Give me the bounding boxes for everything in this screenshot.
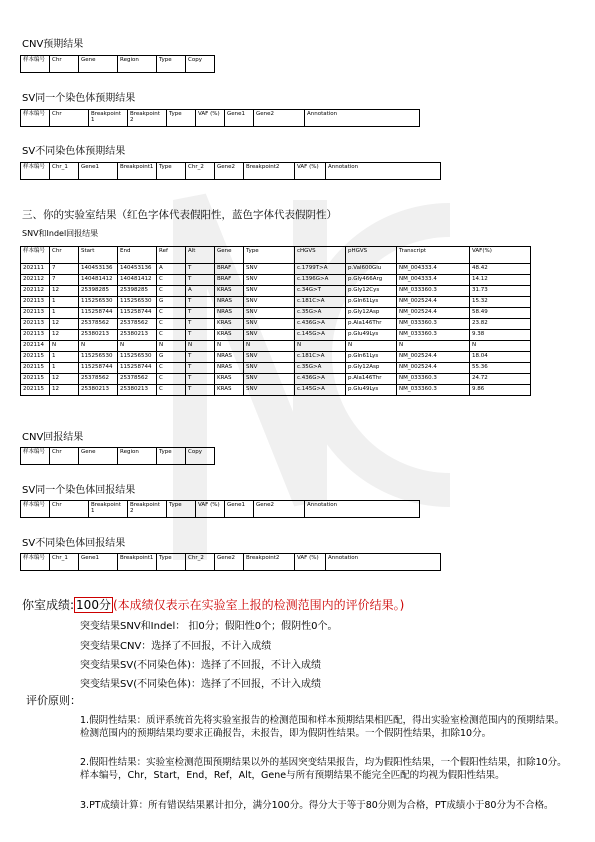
table-cell: SNV	[244, 374, 295, 385]
table-header-row: 样本编号 Chr Breakpoint 1 Breakpoint 2 Type VAF (%) Gene1 Gene2 Annotation	[21, 110, 420, 127]
table-cell: NM_033360.3	[397, 330, 470, 341]
table-cell: T	[186, 352, 215, 363]
table-cell: p.Gln61Lys	[346, 352, 397, 363]
score-note: (本成绩仅表示在实验室上报的检测范围内的评价结果。)	[112, 598, 405, 612]
sv-same-rep-table	[20, 500, 420, 518]
table-cell: C	[157, 286, 186, 297]
table-cell: 202114	[21, 341, 50, 352]
table-cell: p.Ala146Thr	[346, 374, 397, 385]
table-cell: SNV	[244, 308, 295, 319]
snv-title: SNV和Indel回报结果	[22, 229, 99, 238]
table-cell: 9.38	[470, 330, 531, 341]
table-cell: 14.12	[470, 275, 531, 286]
table-cell: SNV	[244, 385, 295, 396]
principle-item-1: 1.假阴性结果：质评系统首先将实验室报告的检测范围和样本预期结果相匹配，得出实验室检测范围内的预期结果。检测范围内的预期结果均要求正确报告，未报告，即为假阴性结果。一个假阴性结果，扣除10分。	[80, 715, 565, 739]
table-cell: p.Gly12Asp	[346, 363, 397, 374]
table-cell: p.Glu49Lys	[346, 330, 397, 341]
table-cell: 48.42	[470, 264, 531, 275]
table-cell: 12	[50, 385, 79, 396]
table-cell: 140453136	[79, 264, 118, 275]
table-cell: 12	[50, 319, 79, 330]
table-cell: p.Gly466Arg	[346, 275, 397, 286]
table-cell: 202113	[21, 297, 50, 308]
sv-same-pred-table	[20, 109, 420, 127]
table-cell: 202113	[21, 319, 50, 330]
table-cell: 202115	[21, 352, 50, 363]
table-cell: NM_033360.3	[397, 374, 470, 385]
table-cell: NM_004333.4	[397, 264, 470, 275]
table-cell: 25380213	[118, 330, 157, 341]
table-cell: 25380213	[118, 385, 157, 396]
table-row	[21, 330, 531, 341]
table-cell: N	[157, 341, 186, 352]
table-cell: SNV	[244, 275, 295, 286]
table-cell: 12	[50, 374, 79, 385]
table-cell: 202113	[21, 308, 50, 319]
table-cell: N	[244, 341, 295, 352]
table-cell: NM_002524.4	[397, 297, 470, 308]
result-line-sv-2: 突变结果SV(不同染色体)：选择了不回报，不计入成绩	[80, 679, 321, 690]
table-cell: NM_033360.3	[397, 385, 470, 396]
table-cell: 202112	[21, 275, 50, 286]
table-cell: T	[186, 308, 215, 319]
table-header-row: 样本编号 Chr Gene Region Type Copy	[21, 448, 215, 465]
table-cell: NM_004333.4	[397, 275, 470, 286]
table-cell: C	[157, 308, 186, 319]
table-cell: T	[186, 264, 215, 275]
table-cell: 202112	[21, 286, 50, 297]
cnv-pred-table	[20, 55, 215, 73]
snv-table	[20, 246, 531, 396]
table-cell: NRAS	[215, 297, 244, 308]
table-cell: 25378562	[79, 374, 118, 385]
table-row	[21, 385, 531, 396]
table-header-row: 样本编号 Chr Start End Ref Alt Gene Type cHGVS pHGVS Transcript VAF(%)	[21, 247, 531, 264]
table-row	[21, 275, 531, 286]
table-cell: A	[186, 286, 215, 297]
table-cell: T	[186, 385, 215, 396]
table-cell: N	[397, 341, 470, 352]
table-cell: 115258744	[118, 363, 157, 374]
table-cell: 7	[50, 264, 79, 275]
table-row	[21, 363, 531, 374]
table-cell: 18.04	[470, 352, 531, 363]
table-cell: 15.32	[470, 297, 531, 308]
table-cell: G	[157, 352, 186, 363]
table-cell: c.1396G>A	[295, 275, 346, 286]
table-cell: C	[157, 363, 186, 374]
score-value: 100分	[76, 598, 111, 612]
table-cell: KRAS	[215, 385, 244, 396]
table-cell: 202115	[21, 363, 50, 374]
table-cell: 202115	[21, 374, 50, 385]
table-cell: 55.36	[470, 363, 531, 374]
principles-title: 评价原则：	[26, 694, 81, 707]
sv-same-pred-title: SV同一个染色体预期结果	[22, 93, 136, 104]
table-cell: KRAS	[215, 286, 244, 297]
table-cell: KRAS	[215, 330, 244, 341]
table-cell: N	[215, 341, 244, 352]
table-header-row: 样本编号 Chr Gene Region Type Copy	[21, 56, 215, 73]
table-header-row: 样本编号 Chr_1 Gene1 Breakpoint1 Type Chr_2 Gene2 Breakpoint2 VAF (%) Annotation	[21, 163, 441, 180]
table-row	[21, 308, 531, 319]
table-cell: 7	[50, 275, 79, 286]
cnv-rep-title: CNV回报结果	[22, 432, 84, 443]
table-cell: SNV	[244, 352, 295, 363]
table-cell: NRAS	[215, 363, 244, 374]
table-header-row: 样本编号 Chr Breakpoint 1 Breakpoint 2 Type VAF (%) Gene1 Gene2 Annotation	[21, 501, 420, 518]
table-cell: c.35G>A	[295, 308, 346, 319]
table-cell: KRAS	[215, 319, 244, 330]
table-cell: C	[157, 330, 186, 341]
table-cell: 25380213	[79, 385, 118, 396]
result-line-sv-1: 突变结果SV(不同染色体)：选择了不回报，不计入成绩	[80, 660, 321, 671]
table-cell: 115256530	[118, 297, 157, 308]
table-cell: 9.86	[470, 385, 531, 396]
table-cell: N	[118, 341, 157, 352]
table-cell: 140481412	[118, 275, 157, 286]
table-cell: 115256530	[118, 352, 157, 363]
table-cell: NRAS	[215, 308, 244, 319]
table-cell: NM_002524.4	[397, 352, 470, 363]
table-row	[21, 286, 531, 297]
sv-diff-rep-title: SV不同染色体回报结果	[22, 538, 126, 549]
table-cell: NM_002524.4	[397, 308, 470, 319]
score-line	[22, 596, 404, 613]
table-row	[21, 352, 531, 363]
table-cell: c.436G>A	[295, 374, 346, 385]
table-cell: p.Gly12Asp	[346, 308, 397, 319]
table-cell: 25378562	[118, 319, 157, 330]
table-cell: c.35G>A	[295, 363, 346, 374]
table-cell: SNV	[244, 286, 295, 297]
table-cell: 58.49	[470, 308, 531, 319]
table-cell: 25378562	[118, 374, 157, 385]
sv-diff-pred-title: SV不同染色体预期结果	[22, 146, 126, 157]
cnv-rep-table	[20, 447, 215, 465]
table-cell: 115258744	[79, 308, 118, 319]
table-cell: 115256530	[79, 352, 118, 363]
table-cell: SNV	[244, 319, 295, 330]
table-cell: p.Gln61Lys	[346, 297, 397, 308]
table-cell: 25398285	[118, 286, 157, 297]
table-cell: N	[186, 341, 215, 352]
principle-item-3: 3.PT成绩计算：所有错误结果累计扣分，满分100分。得分大于等于80分则为合格，PT成绩小于80分为不合格。	[80, 800, 554, 811]
table-cell: c.34G>T	[295, 286, 346, 297]
table-cell: 25378562	[79, 319, 118, 330]
table-cell: SNV	[244, 264, 295, 275]
table-cell: 1	[50, 308, 79, 319]
table-cell: 1	[50, 363, 79, 374]
table-cell: SNV	[244, 363, 295, 374]
table-cell: 115258744	[79, 363, 118, 374]
table-cell: NM_033360.3	[397, 286, 470, 297]
table-cell: c.181C>A	[295, 352, 346, 363]
table-cell: NM_002524.4	[397, 363, 470, 374]
table-cell: N	[470, 341, 531, 352]
table-cell: p.Val600Glu	[346, 264, 397, 275]
table-cell: c.145G>A	[295, 330, 346, 341]
table-cell: T	[186, 374, 215, 385]
table-cell: A	[157, 264, 186, 275]
table-cell: 24.72	[470, 374, 531, 385]
result-line-snv: 突变结果SNV和Indel： 扣0分；假阳性0个；假阴性0个。	[80, 621, 338, 632]
table-row	[21, 374, 531, 385]
table-row	[21, 297, 531, 308]
table-cell: 115258744	[118, 308, 157, 319]
result-line-cnv: 突变结果CNV：选择了不回报，不计入成绩	[80, 641, 272, 652]
table-cell: N	[346, 341, 397, 352]
table-cell: KRAS	[215, 374, 244, 385]
table-cell: p.Gly12Cys	[346, 286, 397, 297]
sv-same-rep-title: SV同一个染色体回报结果	[22, 485, 136, 496]
table-cell: 140453136	[118, 264, 157, 275]
table-cell: C	[157, 275, 186, 286]
table-cell: c.436G>A	[295, 319, 346, 330]
sv-diff-pred-table	[20, 162, 441, 180]
table-row	[21, 264, 531, 275]
table-cell: c.1799T>A	[295, 264, 346, 275]
principle-item-2: 2.假阳性结果：实验室检测范围预期结果以外的基因突变结果报告，均为假阳性结果，一个假阳性结果，扣除10分。样本编号，Chr，Start，End，Ref，Alt，Gene与所有预期结果不能完全匹配的均视为假阳性结果。	[80, 757, 567, 781]
table-cell: T	[186, 363, 215, 374]
table-cell: NRAS	[215, 352, 244, 363]
table-row	[21, 341, 531, 352]
table-header-row: 样本编号 Chr_1 Gene1 Breakpoint1 Type Chr_2 Gene2 Breakpoint2 VAF (%) Annotation	[21, 554, 441, 571]
table-cell: C	[157, 374, 186, 385]
table-cell: BRAF	[215, 275, 244, 286]
table-cell: G	[157, 297, 186, 308]
table-cell: 140481412	[79, 275, 118, 286]
table-cell: C	[157, 385, 186, 396]
table-cell: 12	[50, 330, 79, 341]
table-cell: N	[79, 341, 118, 352]
table-cell: SNV	[244, 297, 295, 308]
table-cell: 1	[50, 297, 79, 308]
score-label: 你室成绩:	[22, 598, 75, 612]
table-cell: 25398285	[79, 286, 118, 297]
table-cell: NM_033360.3	[397, 319, 470, 330]
table-cell: N	[50, 341, 79, 352]
table-cell: C	[157, 319, 186, 330]
table-cell: 25380213	[79, 330, 118, 341]
table-cell: T	[186, 297, 215, 308]
table-cell: 23.82	[470, 319, 531, 330]
table-cell: c.181C>A	[295, 297, 346, 308]
table-cell: T	[186, 275, 215, 286]
table-cell: p.Ala146Thr	[346, 319, 397, 330]
table-cell: BRAF	[215, 264, 244, 275]
table-cell: SNV	[244, 330, 295, 341]
table-cell: 202111	[21, 264, 50, 275]
cnv-pred-title: CNV预期结果	[22, 39, 84, 50]
sv-diff-rep-table	[20, 553, 441, 571]
section-title: 三、你的实验室结果（红色字体代表假阳性，蓝色字体代表假阴性）	[22, 209, 337, 221]
table-cell: 12	[50, 286, 79, 297]
table-cell: 115256530	[79, 297, 118, 308]
table-cell: 1	[50, 352, 79, 363]
table-cell: 202115	[21, 385, 50, 396]
table-row	[21, 319, 531, 330]
table-cell: 31.73	[470, 286, 531, 297]
table-cell: p.Glu49Lys	[346, 385, 397, 396]
table-cell: T	[186, 330, 215, 341]
table-cell: c.145G>A	[295, 385, 346, 396]
table-cell: 202113	[21, 330, 50, 341]
table-cell: N	[295, 341, 346, 352]
table-cell: T	[186, 319, 215, 330]
